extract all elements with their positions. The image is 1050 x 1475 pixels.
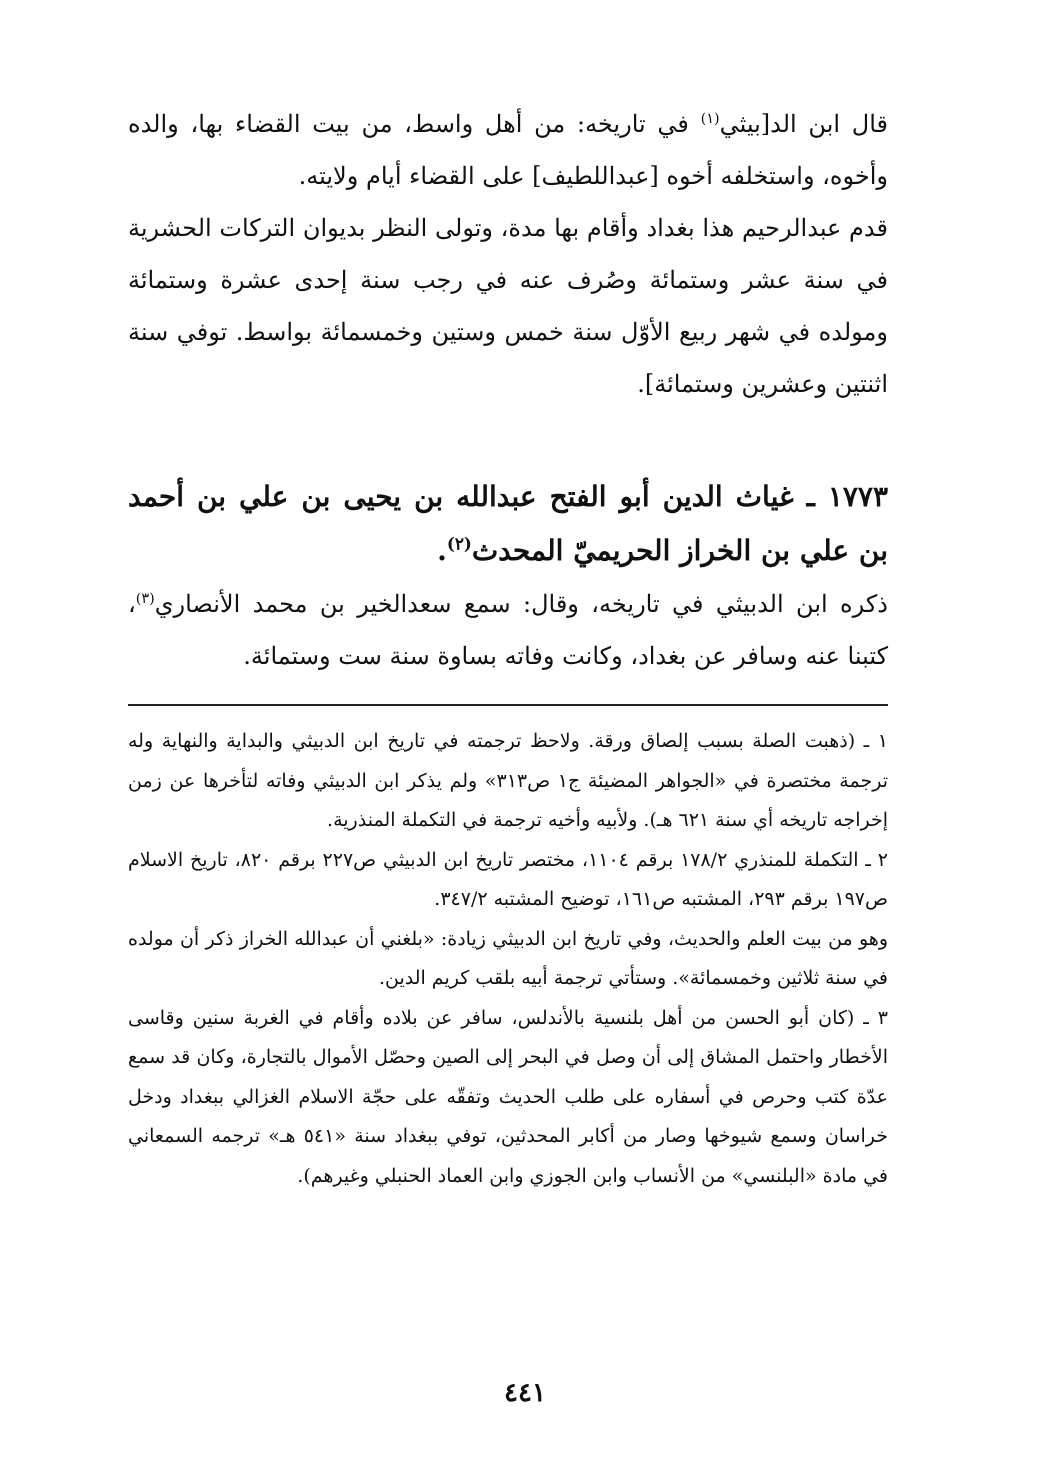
footnote-1: ١ ـ (ذهبت الصلة بسبب إلصاق ورقة. ولاحظ ترجمته في تاريخ ابن الدبيثي والبداية والنهاية وله ترجمة مختصرة في «الجواهر المضيئة ج١ ص٣١٣» ولم يذكر ابن الدبيثي وفاته لتأخرها عن زمن إخراجه تاريخه أي سنة ٦٢١ هـ). ولأبيه وأخيه ترجمة في التكملة المنذرية.: [128, 730, 888, 831]
footnote-ref[interactable]: (٣): [135, 591, 155, 607]
entry-text: [128, 578, 888, 682]
body-paragraph: [128, 98, 888, 202]
footnote-2: ٢ ـ التكملة للمنذري ١٧٨/٢ برقم ١١٠٤، مختصر تاريخ ابن الدبيثي ص٢٢٧ برقم ٨٢٠، تاريخ الاسلام ص١٩٧ برقم ٢٩٣، المشتبه ص١٦١، توضيح المشتبه ٣٤٧/٢.: [128, 848, 888, 910]
footnote-divider: [128, 704, 888, 706]
body-paragraph: قدم عبدالرحيم هذا بغداد وأقام بها مدة، وتولى النظر بديوان التركات الحشرية في سنة عشر وستمائة وصُرف عنه في رجب سنة إحدى عشرة وستمائة ومولده في شهر ربيع الأوّل سنة خمس وستين وخمسمائة بواسط. توفي سنة اثنتين وعشرين وستمائة].: [128, 214, 888, 398]
footnotes: [128, 722, 888, 1196]
footnote-2-continuation: وهو من بيت العلم والحديث، وفي تاريخ ابن الدبيثي زيادة: «بلغني أن عبدالله الخراز ذكر أن مولده في سنة ثلاثين وخمسمائة». وستأتي ترجمة أبيه بلقب كريم الدين.: [128, 927, 888, 989]
body-paragraph-text: قال ابن الد[بيثي: [719, 110, 888, 138]
page-number: ٤٤١: [504, 1378, 546, 1408]
footnote-ref[interactable]: (١): [700, 111, 720, 127]
body-paragraph-text: في تاريخه: من أهل واسط، من بيت القضاء بها، والده وأخوه، واستخلفه أخوه [عبداللطيف] على القضاء أيام ولايته.: [128, 110, 888, 190]
footnote-ref[interactable]: (٢): [446, 533, 472, 554]
page-content: [128, 98, 888, 1196]
footnote-3: ٣ ـ (كان أبو الحسن من أهل بلنسية بالأندلس، سافر عن بلاده وأقام في الغربة سنين وقاسى الأخطار واحتمل المشاق إلى أن وصل في البحر إلى الصين وحصّل الأموال بالتجارة، وكان قد سمع عدّة كتب وحرص في أسفاره على طلب الحديث وتفقّه على حجّة الاسلام الغزالي ببغداد ودخل خراسان وسمع شيوخها وصار من أكابر المحدثين، توفي ببغداد سنة «٥٤١ هـ» ترجمه السمعاني في مادة «البلنسي» من الأنساب وابن الجوزي وابن العماد الحنبلي وغيرهم).: [128, 1006, 888, 1187]
entry-text-body: ذكره ابن الدبيثي في تاريخه، وقال: سمع سعدالخير بن محمد الأنصاري: [154, 590, 888, 618]
entry-text-body: ، كتبنا عنه وسافر عن بغداد، وكانت وفاته بساوة سنة ست وستمائة.: [128, 590, 888, 670]
entry-heading: [128, 470, 888, 578]
entry-heading-end: .: [437, 534, 447, 567]
entry-heading-text: ١٧٧٣ ـ غياث الدين أبو الفتح عبدالله بن يحيى بن علي بن أحمد بن علي بن الخراز الحريميّ المحدث: [128, 480, 888, 567]
